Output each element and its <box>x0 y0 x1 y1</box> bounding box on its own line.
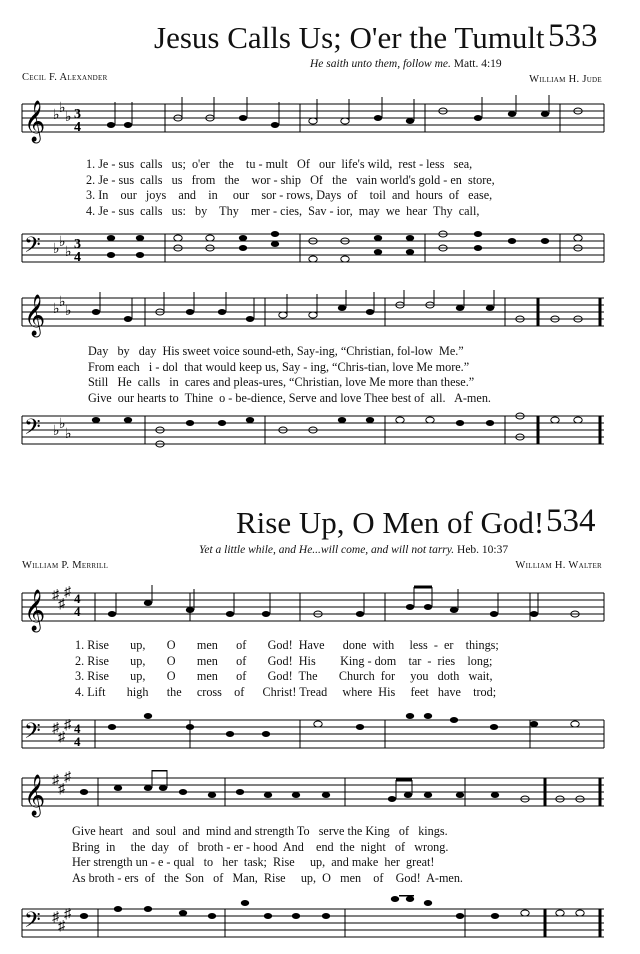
svg-text:4: 4 <box>74 721 81 736</box>
svg-text:4: 4 <box>74 591 81 606</box>
svg-text:♭: ♭ <box>53 302 60 317</box>
hymn-number: 534 <box>546 503 596 539</box>
svg-text:♭: ♭ <box>53 108 60 123</box>
svg-text:♭: ♭ <box>59 235 66 250</box>
treble-staff-system-3 <box>0 585 640 635</box>
svg-text:♭: ♭ <box>59 101 66 116</box>
svg-text:♯: ♯ <box>64 907 71 922</box>
treble-staff-system-2 <box>0 290 640 340</box>
epigraph <box>199 544 508 556</box>
epigraph-reference: Heb. 10:37 <box>457 544 509 556</box>
svg-text:𝄞: 𝄞 <box>24 775 46 816</box>
lyric-line: 3. In our joys and in our sor - rows, Days of toil and hours of ease, <box>86 188 493 202</box>
svg-text:♭: ♭ <box>65 304 72 319</box>
lyric-line: From each i - dol that would keep us, Say - ing, “Chris-tian, love Me more.” <box>88 359 470 374</box>
svg-text:𝄢: 𝄢 <box>24 415 41 445</box>
lyrics-system-2 <box>88 344 491 406</box>
composer-credit: William H. Jude <box>529 74 602 85</box>
svg-text:𝄢: 𝄢 <box>24 908 41 938</box>
svg-text:4: 4 <box>74 734 81 749</box>
author-credit: Cecil F. Alexander <box>22 72 108 83</box>
lyric-line: Her strength un - e - qual to her task; Rise up, and make her great! <box>72 855 435 869</box>
lyric-line: Give heart and soul and mind and strength To serve the King of kings. <box>72 824 448 838</box>
lyric-line: 3. Rise up, O men of God! The Church for you doth wait, <box>75 669 493 683</box>
svg-text:♯: ♯ <box>64 770 71 785</box>
bass-staff-system-2 <box>0 408 640 458</box>
treble-staff-system-4 <box>0 770 640 820</box>
svg-text:4: 4 <box>74 120 81 135</box>
svg-text:♭: ♭ <box>53 242 60 257</box>
lyric-line: Bring in the day of broth - er - hood And end the night of wrong. <box>72 839 449 854</box>
hymn-title: Jesus Calls Us; O'er the Tumult <box>154 20 545 55</box>
svg-text:♯: ♯ <box>58 782 65 797</box>
svg-text:♭: ♭ <box>59 295 66 310</box>
bass-staff-system-1 <box>0 226 640 276</box>
bass-staff-system-4 <box>0 895 640 950</box>
svg-text:♯: ♯ <box>52 773 59 788</box>
treble-staff-system-1 <box>0 94 640 154</box>
lyric-line: 4. Je - sus calls us: by Thy mer - cies, Sav - ior, may we hear Thy call, <box>86 203 480 218</box>
lyric-line: Day by day His sweet voice sound-eth, Say-ing, “Christian, fol-low Me.” <box>88 344 464 358</box>
svg-text:♯: ♯ <box>64 718 71 733</box>
lyric-line: 1. Je - sus calls us; o'er the tu - mult Of our life's wild, rest - less sea, <box>86 157 473 171</box>
bass-staff-system-3 <box>0 712 640 762</box>
svg-text:♯: ♯ <box>64 585 71 600</box>
svg-text:𝄢: 𝄢 <box>24 719 41 749</box>
lyric-line: As broth - ers of the Son of Man, Rise up, O men of God! A-men. <box>72 870 463 885</box>
svg-text:♭: ♭ <box>65 427 72 442</box>
hymn-number: 533 <box>548 18 598 54</box>
lyrics-system-3 <box>75 638 499 700</box>
hymn-title: Rise Up, O Men of God! <box>236 505 545 540</box>
lyrics-system-4 <box>72 824 463 886</box>
svg-text:𝄞: 𝄞 <box>24 295 46 336</box>
lyric-line: 1. Rise up, O men of God! Have done with less - er things; <box>75 638 499 652</box>
svg-text:♭: ♭ <box>59 417 66 432</box>
epigraph <box>310 58 502 70</box>
lyrics-system-1 <box>86 157 495 219</box>
svg-text:♯: ♯ <box>58 730 65 745</box>
svg-text:𝄞: 𝄞 <box>24 590 46 631</box>
composer-credit: William H. Walter <box>515 560 602 571</box>
svg-text:♯: ♯ <box>52 721 59 736</box>
svg-text:𝄞: 𝄞 <box>24 101 46 142</box>
epigraph-text: Yet a little while, and He...will come, and will not tarry. <box>199 544 455 556</box>
epigraph-reference: Matt. 4:19 <box>453 58 502 70</box>
lyric-line: Still He calls in cares and pleas-ures, “Christian, love Me more than these.” <box>88 375 475 389</box>
svg-text:♯: ♯ <box>58 919 65 934</box>
author-credit: William P. Merrill <box>22 560 109 571</box>
svg-text:♯: ♯ <box>58 597 65 612</box>
lyric-line: 2. Rise up, O men of God! His King - dom tar - ries long; <box>75 653 493 668</box>
svg-text:♯: ♯ <box>52 910 59 925</box>
svg-text:♭: ♭ <box>53 424 60 439</box>
svg-text:♯: ♯ <box>52 588 59 603</box>
epigraph-text: He saith unto them, follow me. <box>310 58 451 70</box>
svg-text:♭: ♭ <box>65 245 72 260</box>
lyric-line: 2. Je - sus calls us from the wor - ship Of the vain world's gold - en store, <box>86 172 495 187</box>
lyric-line: Give our hearts to Thine o - be-dience, Serve and love Thee best of all. A-men. <box>88 390 491 405</box>
svg-text:3: 3 <box>74 107 81 122</box>
svg-text:𝄢: 𝄢 <box>24 233 41 263</box>
svg-text:♭: ♭ <box>65 110 72 125</box>
svg-text:3: 3 <box>74 237 81 252</box>
svg-text:4: 4 <box>74 250 81 265</box>
svg-text:4: 4 <box>74 604 81 619</box>
lyric-line: 4. Lift high the cross of Christ! Tread where His feet have trod; <box>75 684 497 699</box>
